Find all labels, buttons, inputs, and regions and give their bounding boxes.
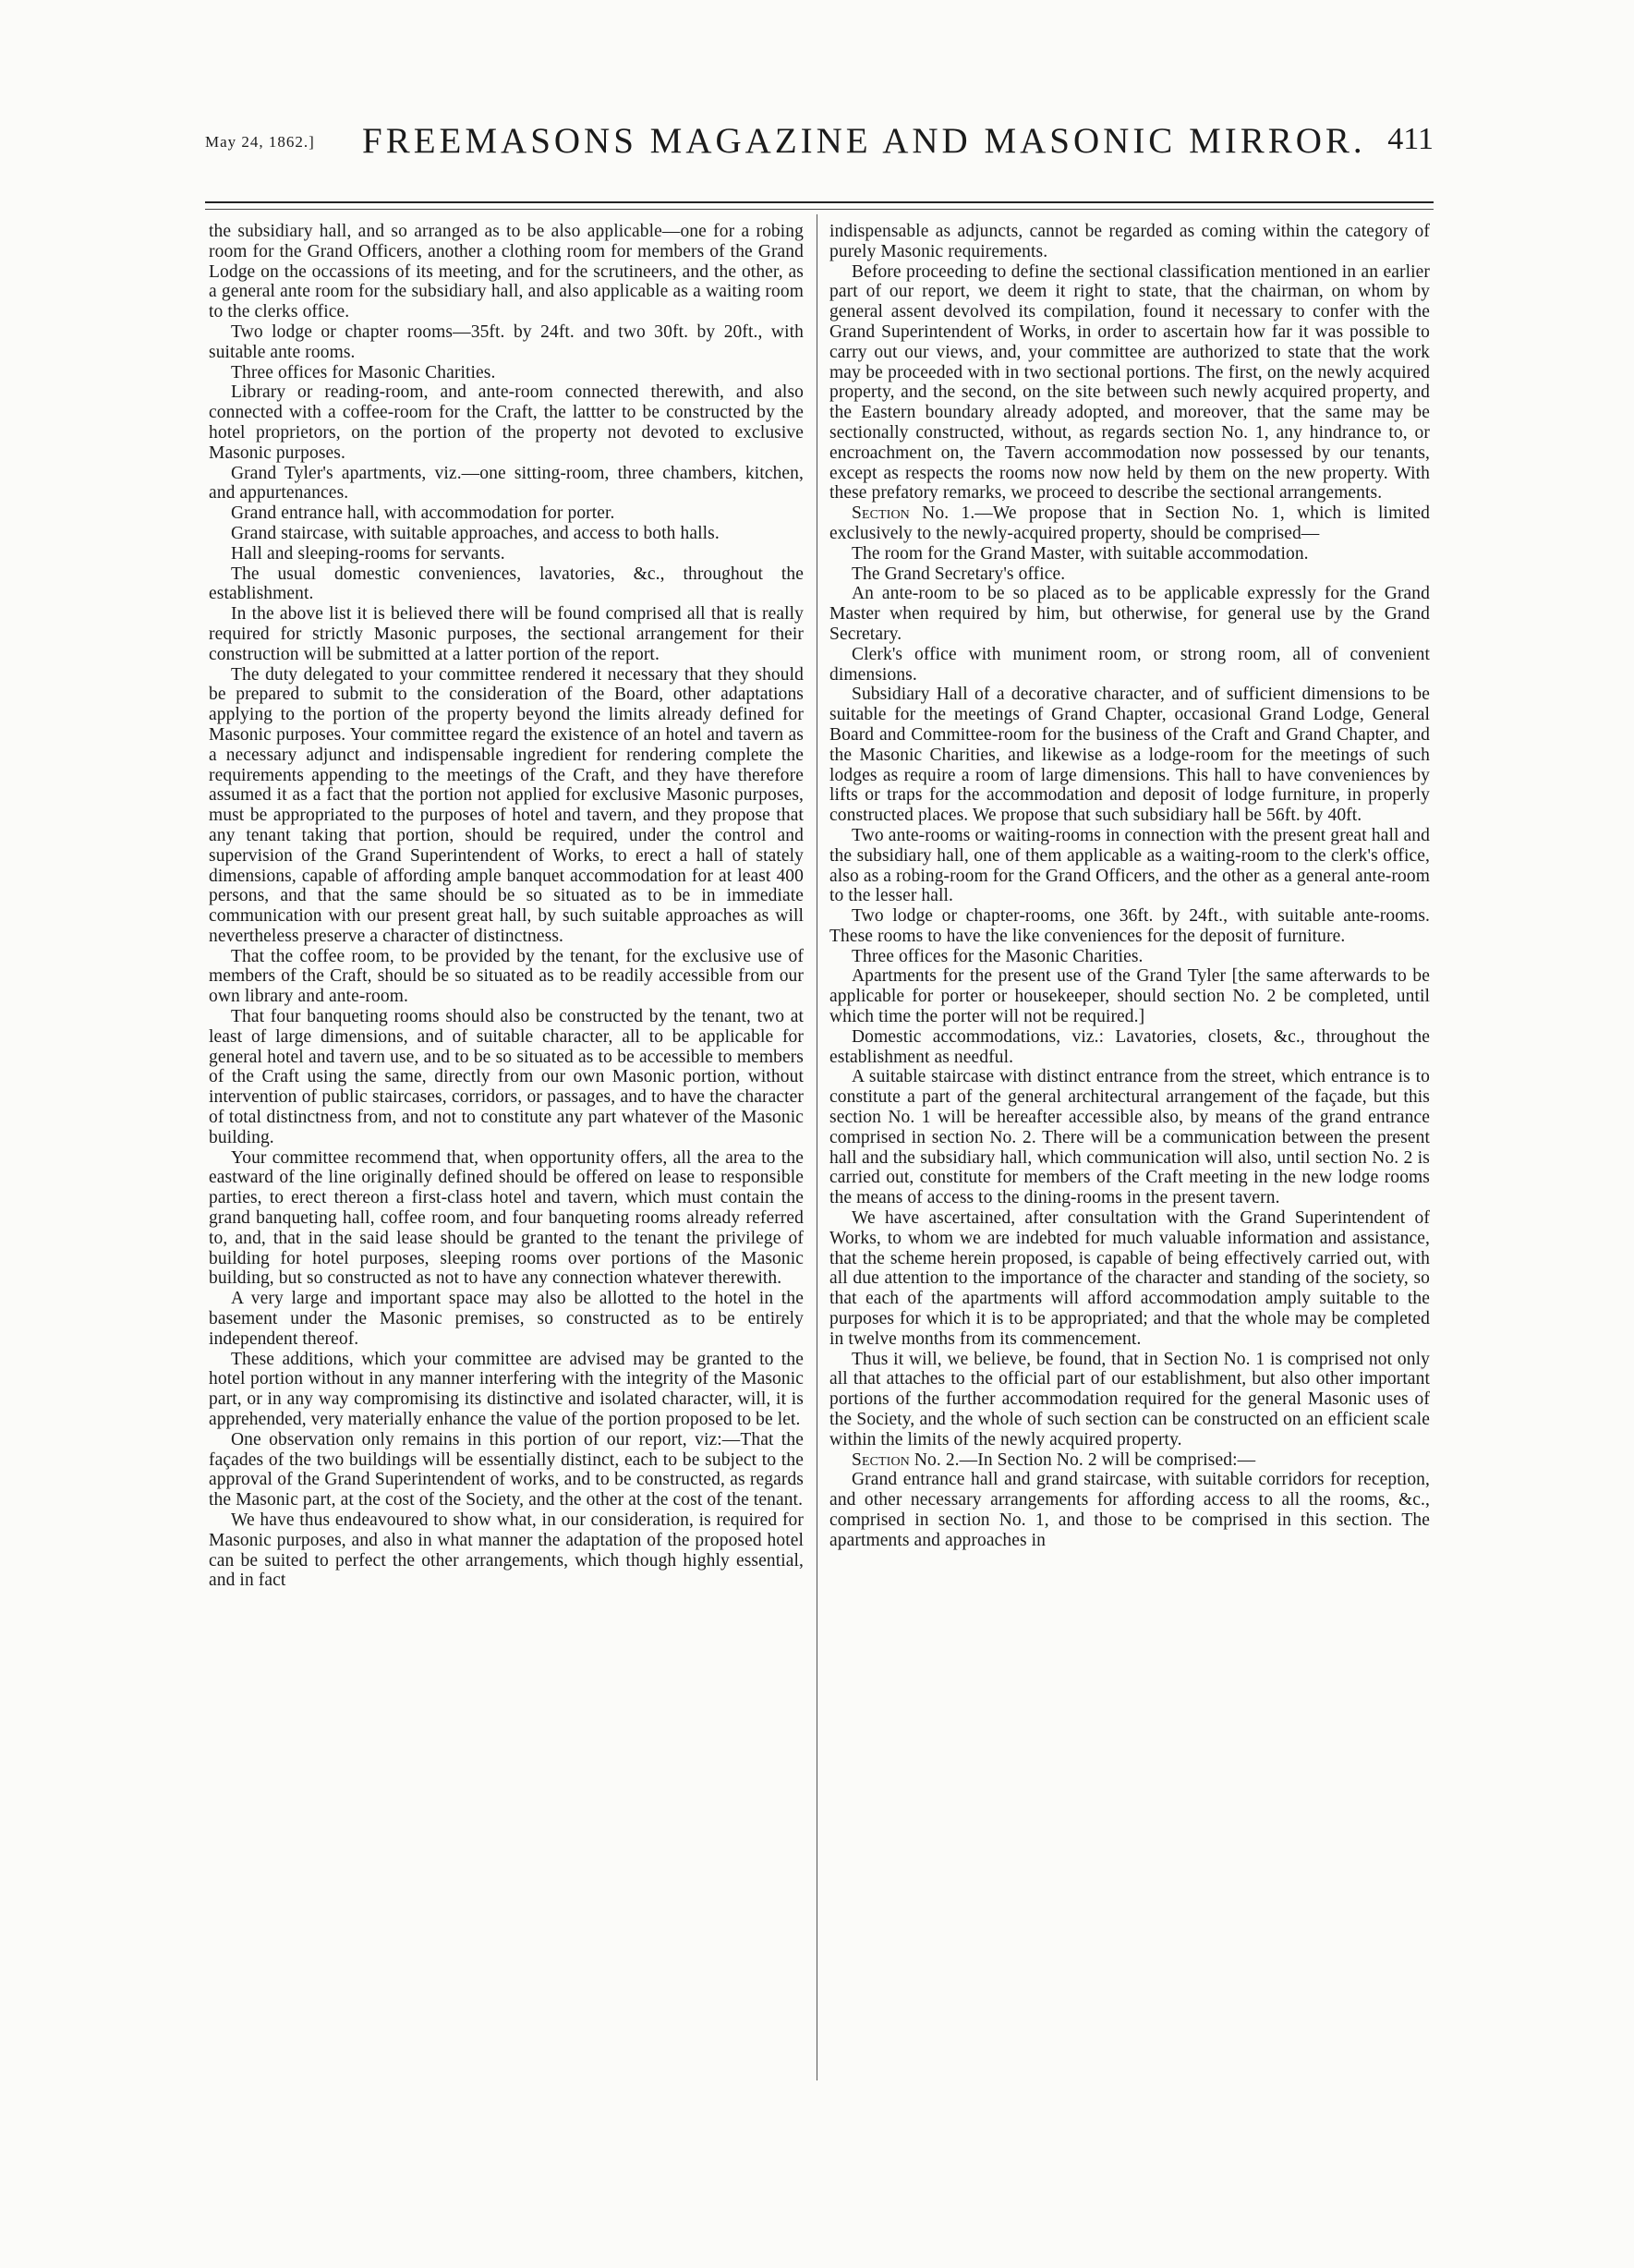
paragraph: That the coffee room, to be provided by the tenant, for the exclusive use of members of the Craft, should be so situated as to be readily accessible from our own library and ante-room.	[209, 946, 804, 1007]
header-date: May 24, 1862.]	[205, 133, 315, 151]
paragraph: Apartments for the present use of the Grand Tyler [the same afterwards to be applicable for porter or housekeeper, should section No. 2 be completed, until which time the porter will not be required.]	[829, 966, 1430, 1027]
paragraph: An ante-room to be so placed as to be applicable expressly for the Grand Master when required by him, but otherwise, for general use by the Grand Secretary.	[829, 584, 1430, 644]
paragraph: Hall and sleeping-rooms for servants.	[231, 543, 505, 564]
paragraph: Your committee recommend that, when opportunity offers, all the area to the eastward of the line originally defined should be offered on lease to responsible parties, to erect thereon a first-class hotel and tavern, which must contain the grand banqueting hall, coffee room, and four banqueting rooms already referred to, and, that in the said lease should be granted to the tenant the privilege of building for hotel purposes, sleeping rooms over portions of the Masonic building, but so constructed as not to have any connection whatever therewith.	[209, 1147, 804, 1289]
paragraph: Two ante-rooms or waiting-rooms in connection with the present great hall and the subsidiary hall, one of them applicable as a waiting-room to the clerk's office, also as a robing-room for the Grand Officers, and the other as a general ante-room to the lesser hall.	[829, 825, 1430, 906]
section-lead: Section	[852, 1449, 910, 1470]
paragraph: The Grand Secretary's office.	[852, 564, 1066, 584]
right-column	[829, 222, 1430, 1551]
paragraph: We have thus endeavoured to show what, in our consideration, is required for Masonic purposes, and also in what manner the adaptation of the proposed hotel can be suited to perfect the other arrangements, which though highly essential, and in fact	[209, 1510, 804, 1591]
paragraph: The usual domestic conveniences, lavatories, &c., throughout the establishment.	[209, 564, 804, 604]
paragraph: indispensable as adjuncts, cannot be regarded as coming within the category of purely Masonic requirements.	[829, 222, 1430, 261]
paragraph: Grand Tyler's apartments, viz.—one sitting-room, three chambers, kitchen, and appurtenances.	[209, 463, 804, 503]
paragraph: Section No. 1.—We propose that in Section No. 1, which is limited exclusively to the newly-acquired property, should be comprised—	[829, 503, 1430, 543]
page-header	[205, 115, 1434, 170]
paragraph: Grand staircase, with suitable approaches, and access to both halls.	[231, 523, 720, 543]
paragraph: One observation only remains in this portion of our report, viz:—That the façades of the two buildings will be essentially distinct, each to be subject to the approval of the Grand Superintendent of works, and to be constructed, as regards the Masonic part, at the cost of the Society, and the other at the cost of the tenant.	[209, 1429, 804, 1510]
paragraph: Section No. 2.—In Section No. 2 will be comprised:—	[852, 1449, 1256, 1470]
paragraph: Library or reading-room, and ante-room connected therewith, and also connected with a coffee-room for the Craft, the lattter to be constructed by the hotel proprietors, on the portion of the property not devoted to exclusive Masonic purposes.	[209, 382, 804, 463]
paragraph: Domestic accommodations, viz.: Lavatories, closets, &c., throughout the establishment as needful.	[829, 1026, 1430, 1067]
paragraph: Subsidiary Hall of a decorative character, and of sufficient dimensions to be suitable for the meetings of Grand Chapter, occasional Grand Lodge, General Board and Committee-room for the business of the Craft and Grand Chapter, and the Masonic Charities, and likewise as a lodge-room for the meetings of such lodges as require a room of large dimensions. This hall to have conveniences by lifts or traps for the accommodation and deposit of lodge furniture, in properly constructed places. We propose that such subsidiary hall be 56ft. by 40ft.	[829, 685, 1430, 826]
paragraph: Grand entrance hall, with accommodation for porter.	[231, 503, 615, 524]
paragraph: A very large and important space may also be allotted to the hotel in the basement under the Masonic premises, so constructed as to be entirely independent thereof.	[209, 1289, 804, 1349]
paragraph: Thus it will, we believe, be found, that in Section No. 1 is comprised not only all that attaches to the official part of our establishment, but also other important portions of the further accommodation required for the general Masonic uses of the Society, and the whole of such section can be constructed on an efficient scale within the limits of the newly acquired property.	[829, 1349, 1430, 1449]
paragraph: Two lodge or chapter-rooms, one 36ft. by 24ft., with suitable ante-rooms. These rooms to have the like conveniences for the deposit of furniture.	[829, 906, 1430, 946]
header-rule	[205, 201, 1434, 203]
header-rule-thin	[205, 209, 1434, 210]
page-number: 411	[1387, 122, 1434, 156]
paragraph: Grand entrance hall and grand staircase, with suitable corridors for reception, and other necessary arrangements for affording access to all the rooms, &c., comprised in section No. 1, and those to be comprised in this section. The apartments and approaches in	[829, 1470, 1430, 1550]
paragraph: The duty delegated to your committee rendered it necessary that they should be prepared to submit to the consideration of the Board, other adaptations applying to the portion of the property beyond the limits already defined for Masonic purposes. Your committee regard the existence of an hotel and tavern as a necessary adjunct and indispensable ingredient for rendering complete the requirements appending to the meetings of the Craft, and they have therefore assumed it as a fact that the portion not applied for exclusive Masonic purposes, must be appropriated to the purposes of hotel and tavern, and they propose that any tenant taking that portion, should be required, under the control and supervision of the Grand Superintendent of Works, to erect a hall of stately dimensions, capable of affording ample banquet accommodation for at least 400 persons, and that the same should be so situated as to be in immediate communication with our present great hall, by such suitable approaches as will nevertheless preserve a character of distinctness.	[209, 664, 804, 946]
paragraph: The room for the Grand Master, with suitable accommodation.	[852, 543, 1309, 564]
paragraph: A suitable staircase with distinct entrance from the street, which entrance is to constitute a part of the general architectural arrangement of the façade, but this section No. 1 will be hereafter accessible also, by means of the grand entrance comprised in section No. 2. There will be a communication between the present hall and the subsidiary hall, which communication will also, until section No. 2 is carried out, constitute for members of the Craft meeting in the new lodge rooms the means of access to the dining-rooms in the present tavern.	[829, 1067, 1430, 1208]
paragraph: In the above list it is believed there will be found comprised all that is really required for strictly Masonic purposes, the sectional arrangement for their construction will be submitted at a latter portion of the report.	[209, 604, 804, 664]
paragraph: Two lodge or chapter rooms—35ft. by 24ft. and two 30ft. by 20ft., with suitable ante rooms.	[209, 321, 804, 362]
paragraph: Three offices for Masonic Charities.	[231, 362, 496, 382]
paragraph: Clerk's office with muniment room, or strong room, all of convenient dimensions.	[829, 644, 1430, 685]
section-lead: Section	[852, 503, 910, 524]
header-title: FREEMASONS MAGAZINE AND MASONIC MIRROR.	[362, 121, 1366, 161]
paragraph: We have ascertained, after consultation with the Grand Superintendent of Works, to whom we are indebted for much valuable information and assistance, that the scheme herein proposed, is capable of being effectively carried out, with all due attention to the importance of the character and standing of the society, so that each of the apartments will afford accommodation amply suitable to the purposes for which it is to be appropriated; and that the whole may be completed in twelve months from its commencement.	[829, 1208, 1430, 1349]
left-column	[209, 222, 804, 1591]
paragraph: Three offices for the Masonic Charities.	[852, 946, 1144, 966]
paragraph: the subsidiary hall, and so arranged as to be also applicable—one for a robing room for the Grand Officers, another a clothing room for members of the Grand Lodge on the occassions of its meeting, and for the scrutineers, and the other, as a general ante room for the subsidiary hall, and also applicable as a waiting room to the clerks office.	[209, 222, 804, 322]
paragraph: These additions, which your committee are advised may be granted to the hotel portion without in any manner interfering with the integrity of the Masonic part, or in any way compromising its distinctive and isolated character, will, it is apprehended, very materially enhance the value of the portion proposed to be let.	[209, 1349, 804, 1430]
paragraph: That four banqueting rooms should also be constructed by the tenant, two at least of large dimensions, and of suitable character, all to be applicable for general hotel and tavern use, and to be so situated as to be accessible to members of the Craft using the same, directly from our own Masonic portion, without intervention of public staircases, corridors, or passages, and to have the character of total distinctness from, and not to constitute any part whatever of the Masonic building.	[209, 1007, 804, 1147]
paragraph: Before proceeding to define the sectional classification mentioned in an earlier part of our report, we deem it right to state, that the chairman, on whom by general assent devolved its compilation, found it necessary to confer with the Grand Superintendent of Works, in order to ascertain how far it was possible to carry out our views, and, your committee are authorized to state that the work may be proceeded with in two sectional portions. The first, on the newly acquired property, and the second, on the site between such newly acquired property, and the Eastern boundary already adopted, and moreover, that the same may be sectionally constructed, without, as regards section No. 1, any hindrance to, or encroachment on, the Tavern accommodation now possessed by our tenants, except as respects the rooms now now held by them on the new property. With these prefatory remarks, we proceed to describe the sectional arrangements.	[829, 261, 1430, 503]
